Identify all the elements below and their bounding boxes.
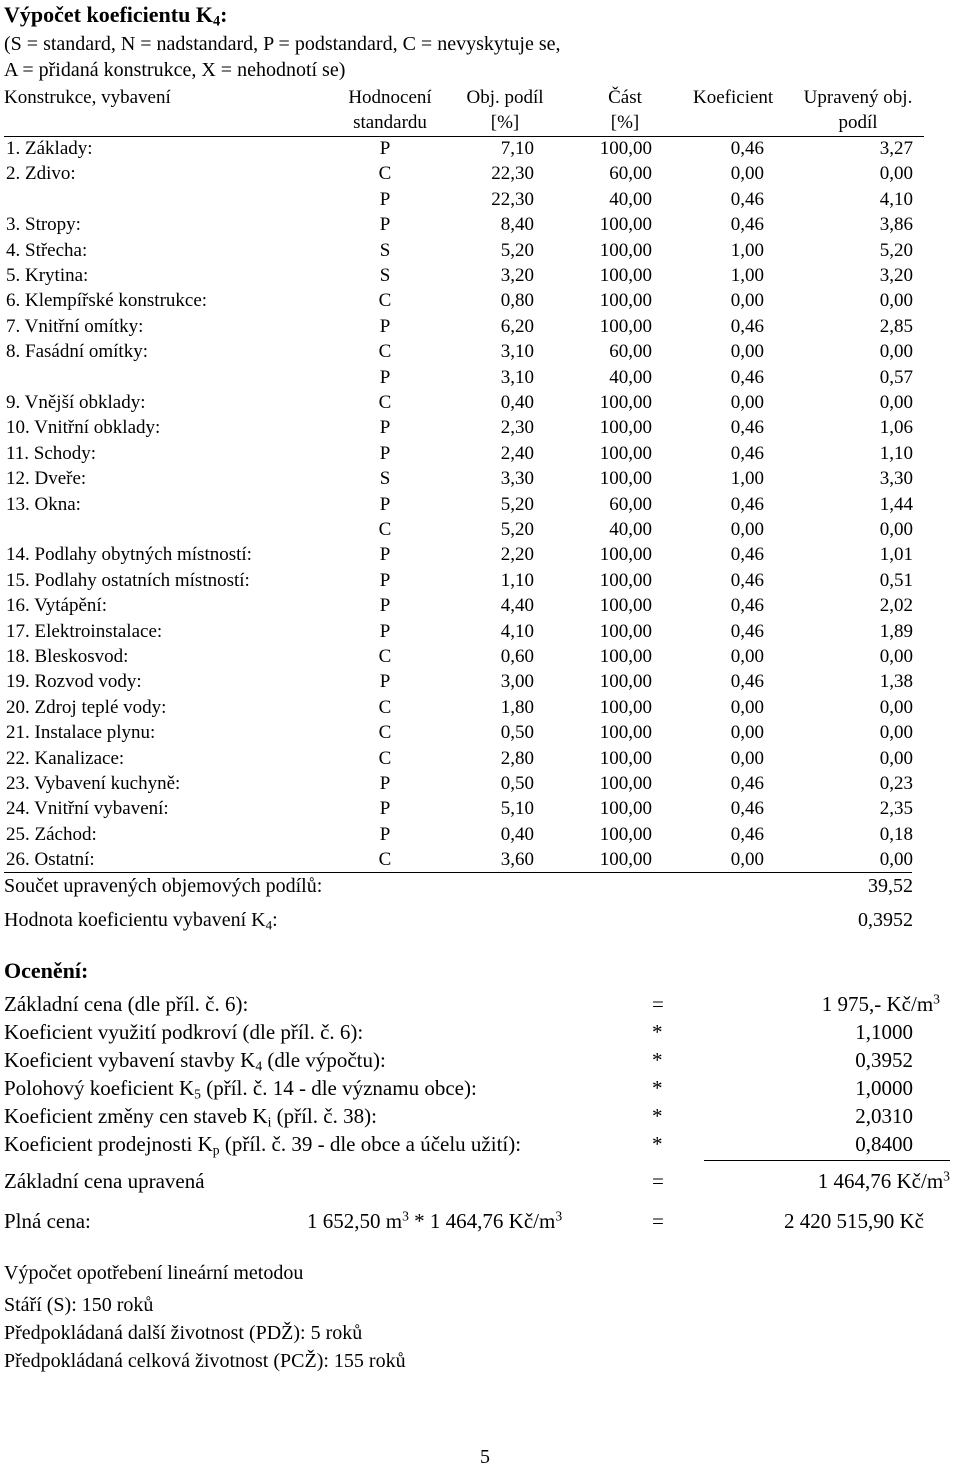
position-coefficient-operator: * [652,1076,663,1100]
row-share: 1,10 [500,569,534,591]
row-part: 100,00 [599,239,652,261]
row-coefficient: 0,46 [730,366,764,388]
row-part: 60,00 [609,493,652,515]
row-share: 5,10 [500,798,534,820]
row-adjusted: 0,00 [879,519,913,540]
row-coefficient: 0,46 [730,798,764,820]
row-part: 100,00 [599,417,652,439]
row-adjusted: 2,35 [879,798,913,820]
row-part: 100,00 [599,620,652,642]
base-price-operator: = [652,992,664,1016]
row-share: 0,50 [500,722,534,744]
row-rating: P [379,214,391,236]
row-adjusted: 0,00 [879,849,913,871]
row-adjusted: 3,20 [879,265,913,286]
row-rating: P [379,595,391,617]
row-share: 3,10 [500,366,534,388]
row-share: 0,60 [500,646,534,667]
row-share: 22,30 [491,188,534,210]
row-part: 100,00 [599,569,652,591]
header-adjusted-line1: Upravený obj. [803,87,913,108]
row-share: 6,20 [500,315,534,337]
row-rating: C [378,519,392,540]
row-construction: 12. Dveře: [6,468,87,490]
row-rating: C [378,696,392,718]
valuation-title: Ocenění: [4,958,89,983]
row-construction: 1. Základy: [6,138,93,159]
saleability-coefficient-value: 0,8400 [855,1132,913,1156]
header-share-line2: [%] [490,112,520,133]
sum-label: Součet upravených objemových podílů: [4,875,323,897]
row-adjusted: 0,23 [879,773,913,794]
row-construction: 23. Vybavení kuchyně: [6,773,181,794]
row-construction: 6. Klempířské konstrukce: [6,290,208,312]
row-adjusted: 0,51 [879,569,913,591]
row-construction: 19. Rozvod vody: [6,671,142,693]
row-rating: C [378,722,392,744]
row-coefficient: 0,00 [730,722,764,744]
row-coefficient: 0,00 [730,341,764,363]
row-adjusted: 1,06 [879,417,913,439]
row-construction: 26. Ostatní: [6,849,95,871]
wear-remaining-life: Předpokládaná další životnost (PDŽ): 5 roků [4,1322,363,1344]
row-rating: P [379,773,391,794]
equipment-coefficient-label: Koeficient vybavení stavby $K_4$ (dle výpočtu): [4,1048,386,1074]
row-adjusted: 3,86 [879,214,913,236]
row-part: 100,00 [599,696,652,718]
row-rating: C [378,849,392,871]
row-construction: 4. Střecha: [6,239,88,261]
sum-value: 39,52 [868,875,913,897]
row-share: 1,80 [500,696,534,718]
saleability-coefficient-label: Koeficient prodejnosti $K_p$ (příl. č. 39 - dle obce a účelu užití): [4,1132,522,1158]
row-construction: 25. Záchod: [6,823,97,845]
row-part: 100,00 [599,646,652,667]
row-rating: P [379,138,391,159]
row-share: 4,10 [500,620,534,642]
k4-value: 0,3952 [858,909,913,931]
header-part-line2: [%] [610,112,640,133]
row-rating: P [379,315,391,337]
row-construction: 5. Krytina: [6,265,89,286]
row-coefficient: 0,46 [730,493,764,515]
row-part: 100,00 [599,747,652,769]
row-part: 40,00 [609,366,652,388]
legend-line-2: A = přidaná konstrukce, X = nehodnotí se) [4,59,346,81]
attic-coefficient-operator: * [652,1020,663,1044]
row-construction: 11. Schody: [6,442,97,464]
row-coefficient: 0,46 [730,214,764,236]
row-adjusted: 5,20 [879,239,913,261]
row-adjusted: 2,85 [879,315,913,337]
row-part: 100,00 [599,392,652,413]
row-part: 100,00 [599,722,652,744]
legend-line-1: (S = standard, N = nadstandard, P = podstandard, C = nevyskytuje se, [4,33,561,55]
row-share: 5,20 [500,493,534,515]
row-adjusted: 1,10 [879,442,913,464]
row-coefficient: 0,46 [730,138,764,159]
row-share: 2,80 [500,747,534,769]
row-share: 22,30 [491,163,534,185]
row-adjusted: 0,57 [879,366,913,388]
row-adjusted: 0,00 [879,341,913,363]
row-rating: P [379,188,391,210]
equipment-coefficient-operator: * [652,1048,663,1072]
row-rating: P [379,798,391,820]
saleability-coefficient-operator: * [652,1132,663,1156]
row-part: 60,00 [609,163,652,185]
row-part: 100,00 [599,849,652,871]
equipment-coefficient-value: 0,3952 [855,1048,913,1072]
header-adjusted-line2: podíl [838,112,878,133]
page-number: 5 [480,1446,490,1468]
adjusted-price-value: 1 464,76 $Kč/m^3$ [817,1168,950,1193]
full-price-calculation: 1 652,50 $m^3 * 1$ 464,76 $Kč/m^3$ [307,1208,563,1233]
price-change-coefficient-value: 2,0310 [855,1104,913,1128]
page-title: Výpočet koeficientu $K_4$: [4,2,228,30]
header-rule [4,136,924,137]
row-adjusted: 0,00 [879,290,913,312]
adjusted-price-operator: = [652,1169,664,1193]
row-share: 2,40 [500,442,534,464]
row-share: 0,50 [500,773,534,794]
row-adjusted: 0,00 [879,722,913,744]
row-coefficient: 0,00 [730,646,764,667]
wear-age: Stáří (S): 150 roků [4,1294,154,1316]
adjusted-price-label: Základní cena upravená [4,1169,205,1193]
row-part: 60,00 [609,341,652,363]
row-adjusted: 0,00 [879,392,913,413]
row-coefficient: 0,46 [730,315,764,337]
row-part: 100,00 [599,265,652,286]
row-adjusted: 0,00 [879,163,913,185]
row-construction: 16. Vytápění: [6,595,107,617]
row-rating: C [378,646,392,667]
header-construction: Konstrukce, vybavení [4,87,171,108]
row-rating: P [379,442,391,464]
row-part: 100,00 [599,798,652,820]
position-coefficient-label: Polohový koeficient $K_5$ (příl. č. 14 - dle významu obce): [4,1076,477,1102]
row-construction: 21. Instalace plynu: [6,722,156,744]
full-price-operator: = [652,1209,664,1233]
row-share: 4,40 [500,595,534,617]
full-price-label: Plná cena: [4,1209,91,1233]
k4-label: Hodnota koeficientu vybavení $K_4$: [4,909,278,933]
row-part: 100,00 [599,595,652,617]
row-coefficient: 0,46 [730,671,764,693]
row-share: 5,20 [500,519,534,540]
row-coefficient: 0,00 [730,747,764,769]
row-adjusted: 0,00 [879,696,913,718]
row-coefficient: 0,00 [730,290,764,312]
row-share: 3,00 [500,671,534,693]
row-adjusted: 3,27 [879,138,913,159]
row-share: 2,30 [500,417,534,439]
attic-coefficient-value: 1,1000 [855,1020,913,1044]
row-adjusted: 0,00 [879,646,913,667]
row-adjusted: 1,01 [879,544,913,566]
row-rating: P [379,417,391,439]
row-coefficient: 0,00 [730,519,764,540]
row-rating: P [379,620,391,642]
row-construction: 2. Zdivo: [6,163,76,185]
row-construction: 9. Vnější obklady: [6,392,146,413]
row-adjusted: 1,44 [879,493,913,515]
row-part: 100,00 [599,214,652,236]
header-part-line1: Část [608,87,642,108]
wear-title: Výpočet opotřebení lineární metodou [4,1262,304,1284]
row-share: 0,40 [500,392,534,413]
row-part: 100,00 [599,544,652,566]
wear-total-life: Předpokládaná celková životnost (PCŽ): 155 roků [4,1350,406,1372]
row-part: 100,00 [599,468,652,490]
row-rating: S [379,468,391,490]
valuation-rule [704,1160,950,1161]
row-rating: P [379,671,391,693]
row-share: 0,80 [500,290,534,312]
row-coefficient: 0,46 [730,595,764,617]
row-construction: 18. Bleskosvod: [6,646,129,667]
row-construction: 13. Okna: [6,493,81,515]
row-coefficient: 0,46 [730,620,764,642]
row-rating: P [379,544,391,566]
row-adjusted: 2,02 [879,595,913,617]
row-coefficient: 0,00 [730,849,764,871]
row-construction: 22. Kanalizace: [6,747,125,769]
row-rating: P [379,569,391,591]
row-construction: 8. Fasádní omítky: [6,341,148,363]
row-coefficient: 0,46 [730,773,764,794]
row-rating: C [378,290,392,312]
row-rating: C [378,747,392,769]
row-share: 3,20 [500,265,534,286]
row-rating: P [379,366,391,388]
row-share: 3,60 [500,849,534,871]
row-coefficient: 0,46 [730,569,764,591]
header-rating-line2: standardu [353,112,427,133]
row-coefficient: 0,46 [730,544,764,566]
row-adjusted: 0,18 [879,823,913,845]
row-construction: 24. Vnitřní vybavení: [6,798,169,820]
row-share: 3,30 [500,468,534,490]
price-change-coefficient-label: Koeficient změny cen staveb $K_i$ (příl. č. 38): [4,1104,377,1130]
row-adjusted: 1,38 [879,671,913,693]
row-rating: S [379,239,391,261]
header-share-line1: Obj. podíl [466,87,544,108]
row-part: 40,00 [609,188,652,210]
row-adjusted: 1,89 [879,620,913,642]
sum-rule [4,872,912,873]
row-share: 7,10 [500,138,534,159]
row-construction: 7. Vnitřní omítky: [6,315,144,337]
row-rating: C [378,341,392,363]
row-share: 3,10 [500,341,534,363]
row-coefficient: 0,46 [730,188,764,210]
row-coefficient: 0,00 [730,163,764,185]
row-coefficient: 1,00 [730,265,764,286]
row-construction: 15. Podlahy ostatních místností: [6,569,250,591]
row-part: 100,00 [599,671,652,693]
row-coefficient: 1,00 [730,468,764,490]
row-adjusted: 0,00 [879,747,913,769]
row-share: 0,40 [500,823,534,845]
row-construction: 10. Vnitřní obklady: [6,417,161,439]
row-coefficient: 0,46 [730,823,764,845]
attic-coefficient-label: Koeficient využití podkroví (dle příl. č. 6): [4,1020,364,1044]
row-construction: 20. Zdroj teplé vody: [6,696,167,718]
row-construction: 14. Podlahy obytných místností: [6,544,252,566]
position-coefficient-value: 1,0000 [855,1076,913,1100]
row-rating: P [379,823,391,845]
row-share: 5,20 [500,239,534,261]
base-price-label: Základní cena (dle příl. č. 6): [4,992,249,1016]
row-coefficient: 0,00 [730,696,764,718]
price-change-coefficient-operator: * [652,1104,663,1128]
row-coefficient: 0,46 [730,442,764,464]
header-coefficient: Koeficient [693,87,774,108]
full-price-value: 2 420 515,90 Kč [784,1209,924,1233]
row-rating: C [378,392,392,413]
row-rating: S [379,265,391,286]
row-coefficient: 1,00 [730,239,764,261]
row-construction: 3. Stropy: [6,214,81,236]
row-coefficient: 0,00 [730,392,764,413]
row-part: 100,00 [599,138,652,159]
row-share: 2,20 [500,544,534,566]
row-part: 100,00 [599,290,652,312]
row-adjusted: 4,10 [879,188,913,210]
header-rating-line1: Hodnocení [348,87,432,108]
row-part: 100,00 [599,823,652,845]
row-construction: 17. Elektroinstalace: [6,620,163,642]
row-part: 100,00 [599,442,652,464]
row-coefficient: 0,46 [730,417,764,439]
row-part: 100,00 [599,315,652,337]
base-price-value: 1 975,- $Kč/m^3$ [821,991,940,1016]
row-adjusted: 3,30 [879,468,913,490]
row-share: 8,40 [500,214,534,236]
row-rating: P [379,493,391,515]
row-part: 100,00 [599,773,652,794]
row-rating: C [378,163,392,185]
row-part: 40,00 [609,519,652,540]
